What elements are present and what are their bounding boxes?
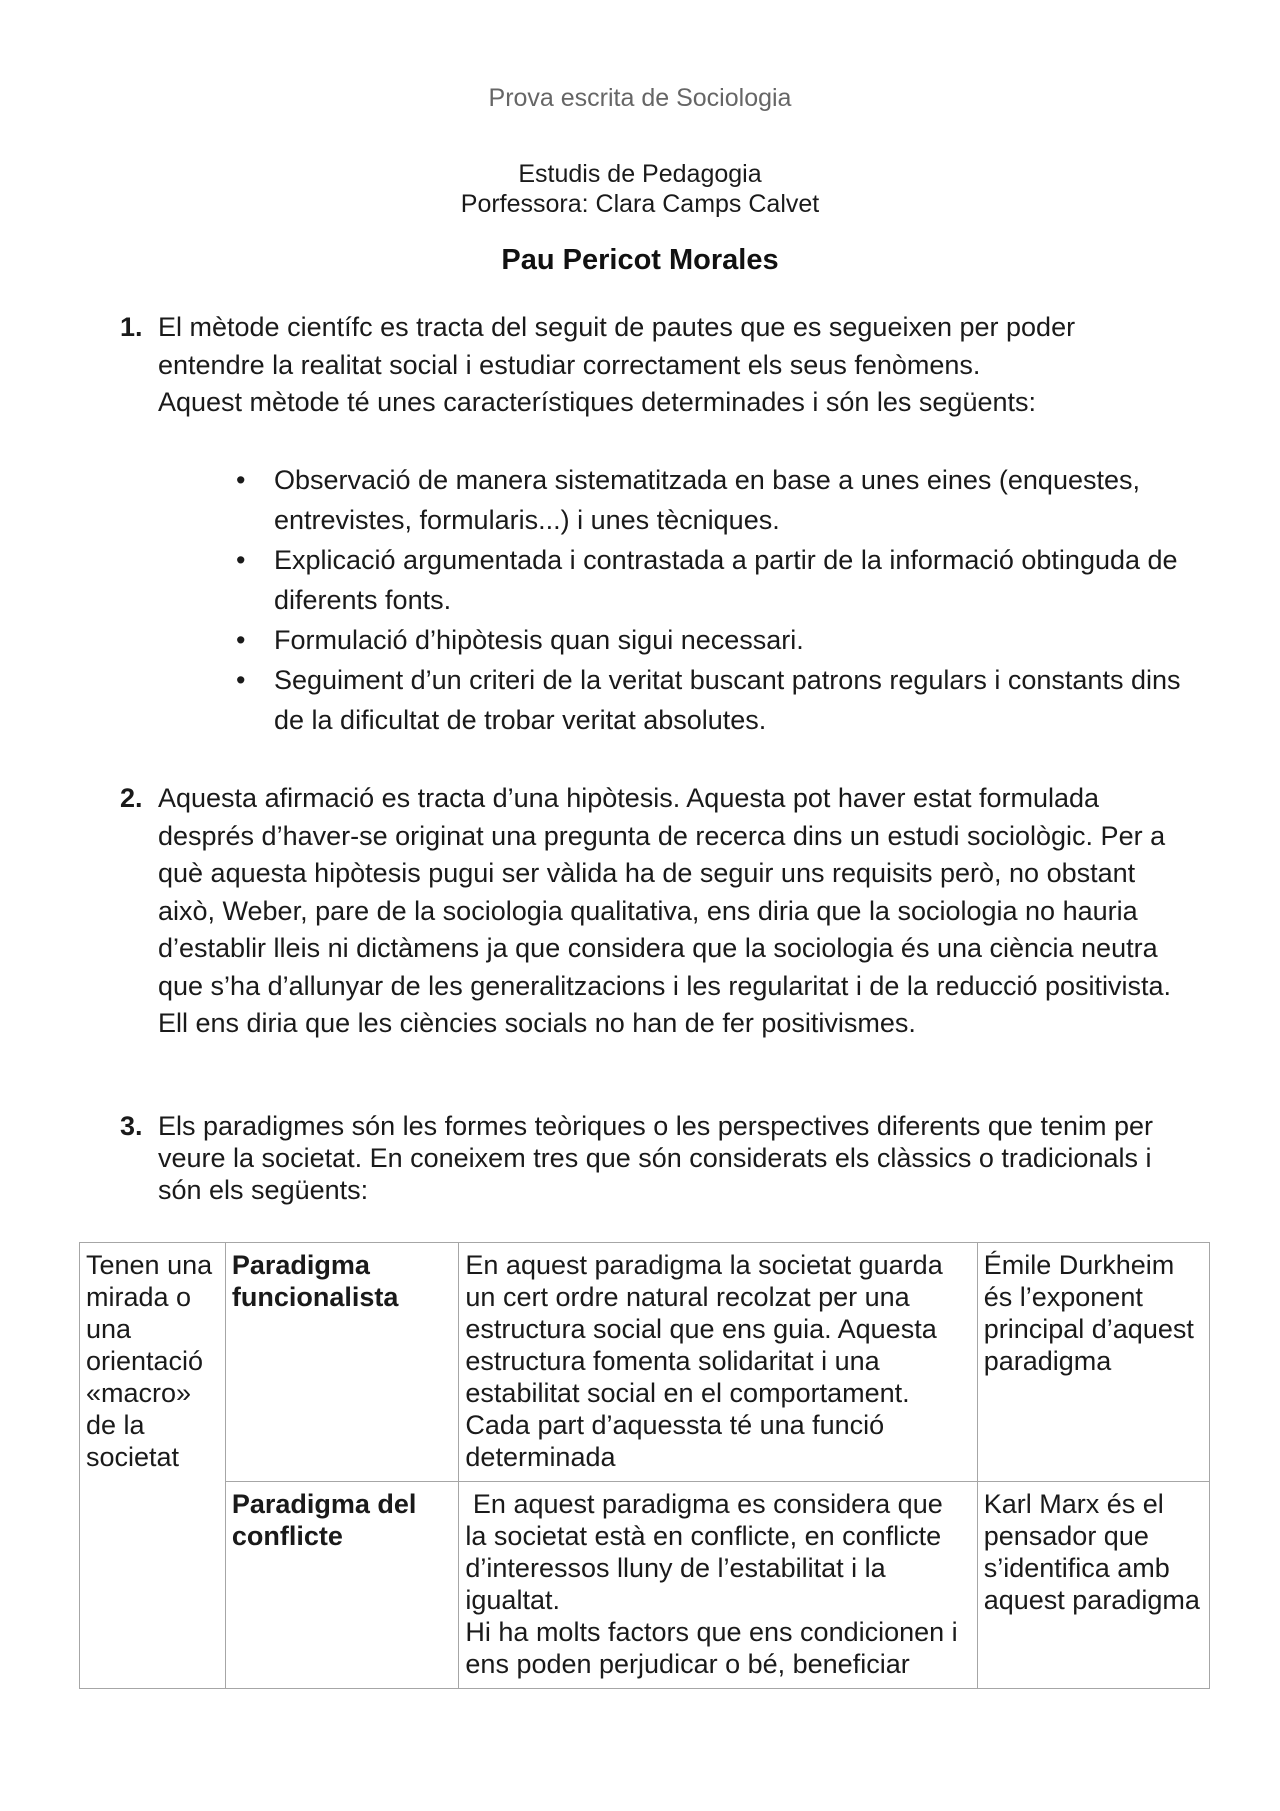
question-body <box>158 1110 1180 1206</box>
answer-paragraph: Aquest mètode té unes característiques determinades i són les següents: <box>158 387 1037 417</box>
paradigm-description-cell <box>459 1243 977 1482</box>
answer-paragraph: Els paradigmes són les formes teòriques o les perspectives diferents que tenim per veure la societat. En coneixem tres que són considerats els clàssics o tradicionals i són els següents: <box>158 1111 1153 1205</box>
bullet-icon: • <box>236 465 246 495</box>
answer-paragraph: Aquesta afirmació es tracta d’una hipòtesis. Aquesta pot haver estat formulada després d’haver-se originat una pregunta de recerca dins un estudi sociològic. Per a què aquesta hipòtesis pugui ser vàlida ha de seguir uns requisits però, no obstant això, Weber, pare de la sociologia qualitativa, ens diria que la sociologia no hauria d’establir lleis ni dictàmens ja que considera que la sociologia és una ciència neutra que s’ha d’allunyar de les generalitzacions i les regularitat i de la reducció positivista. Ell ens diria que les ciències socials no han de fer positivismes. <box>158 783 1172 1038</box>
question-number: 2. <box>120 783 143 813</box>
question-1 <box>120 309 1180 422</box>
bullet-icon: • <box>236 625 246 655</box>
description-text: Hi ha molts factors que ens condicionen i ens poden perjudicar o bé, beneficiar <box>465 1617 958 1679</box>
description-text: En aquest paradigma es considera que la societat està en conflicte, en conflicte d’interessos lluny de l’estabilitat i la igualtat. <box>465 1489 951 1615</box>
list-item-text: Explicació argumentada i contrastada a partir de la informació obtinguda de diferents fonts. <box>274 545 1178 615</box>
table-row <box>80 1482 1210 1689</box>
description-text: Cada part d’aquessta té una funció determinada <box>465 1410 885 1472</box>
table-row <box>80 1243 1210 1482</box>
list-item-text: Seguiment d’un criteri de la veritat buscant patrons regulars i constants dins de la dificultat de trobar veritat absolutes. <box>274 665 1181 735</box>
paradigm-name-cell: Paradigma del conflicte <box>225 1482 459 1689</box>
student-name: Pau Pericot Morales <box>501 244 779 276</box>
bullet-icon: • <box>236 545 246 575</box>
teacher-label: Porfessora: Clara Camps Calvet <box>460 190 820 218</box>
question-body <box>158 780 1180 1043</box>
list-item-text: Formulació d’hipòtesis quan sigui necessari. <box>274 625 804 655</box>
list-item <box>236 620 1196 660</box>
course-info <box>0 159 1280 219</box>
description-text: En aquest paradigma la societat guarda un cert ordre natural recolzat per una estructura social que ens guia. Aquesta estructura fomenta solidaritat i una estabilitat social en el comportament. <box>465 1250 943 1408</box>
list-item <box>236 460 1196 540</box>
answer-paragraph: El mètode científc es tracta del seguit de pautes que es segueixen per poder entendre la realitat social i estudiar correctament els seus fenòmens. <box>158 312 1076 380</box>
question-number: 1. <box>120 312 143 342</box>
list-item <box>236 540 1196 620</box>
list-item <box>236 660 1196 740</box>
list-item-text: Observació de manera sistematitzada en base a unes eines (enquestes, entrevistes, formularis...) i unes tècniques. <box>274 465 1141 535</box>
document-title: Prova escrita de Sociologia <box>488 84 792 112</box>
question-2 <box>120 780 1180 1043</box>
paradigms-table <box>79 1242 1210 1689</box>
bullet-icon: • <box>236 665 246 695</box>
question-number: 3. <box>120 1111 143 1141</box>
characteristics-list <box>236 460 1196 740</box>
question-3 <box>120 1110 1180 1206</box>
paradigm-thinker-cell: Émile Durkheim és l’exponent principal d’aquest paradigma <box>977 1243 1209 1482</box>
studies-label: Estudis de Pedagogia <box>518 160 762 188</box>
paradigm-description-cell <box>459 1482 977 1689</box>
paradigm-name-cell: Paradigma funcionalista <box>225 1243 459 1482</box>
group-label-cell: Tenen una mirada o una orientació «macro» de la societat <box>80 1243 226 1689</box>
paradigm-thinker-cell: Karl Marx és el pensador que s’identifica amb aquest paradigma <box>977 1482 1209 1689</box>
question-body <box>158 309 1180 422</box>
